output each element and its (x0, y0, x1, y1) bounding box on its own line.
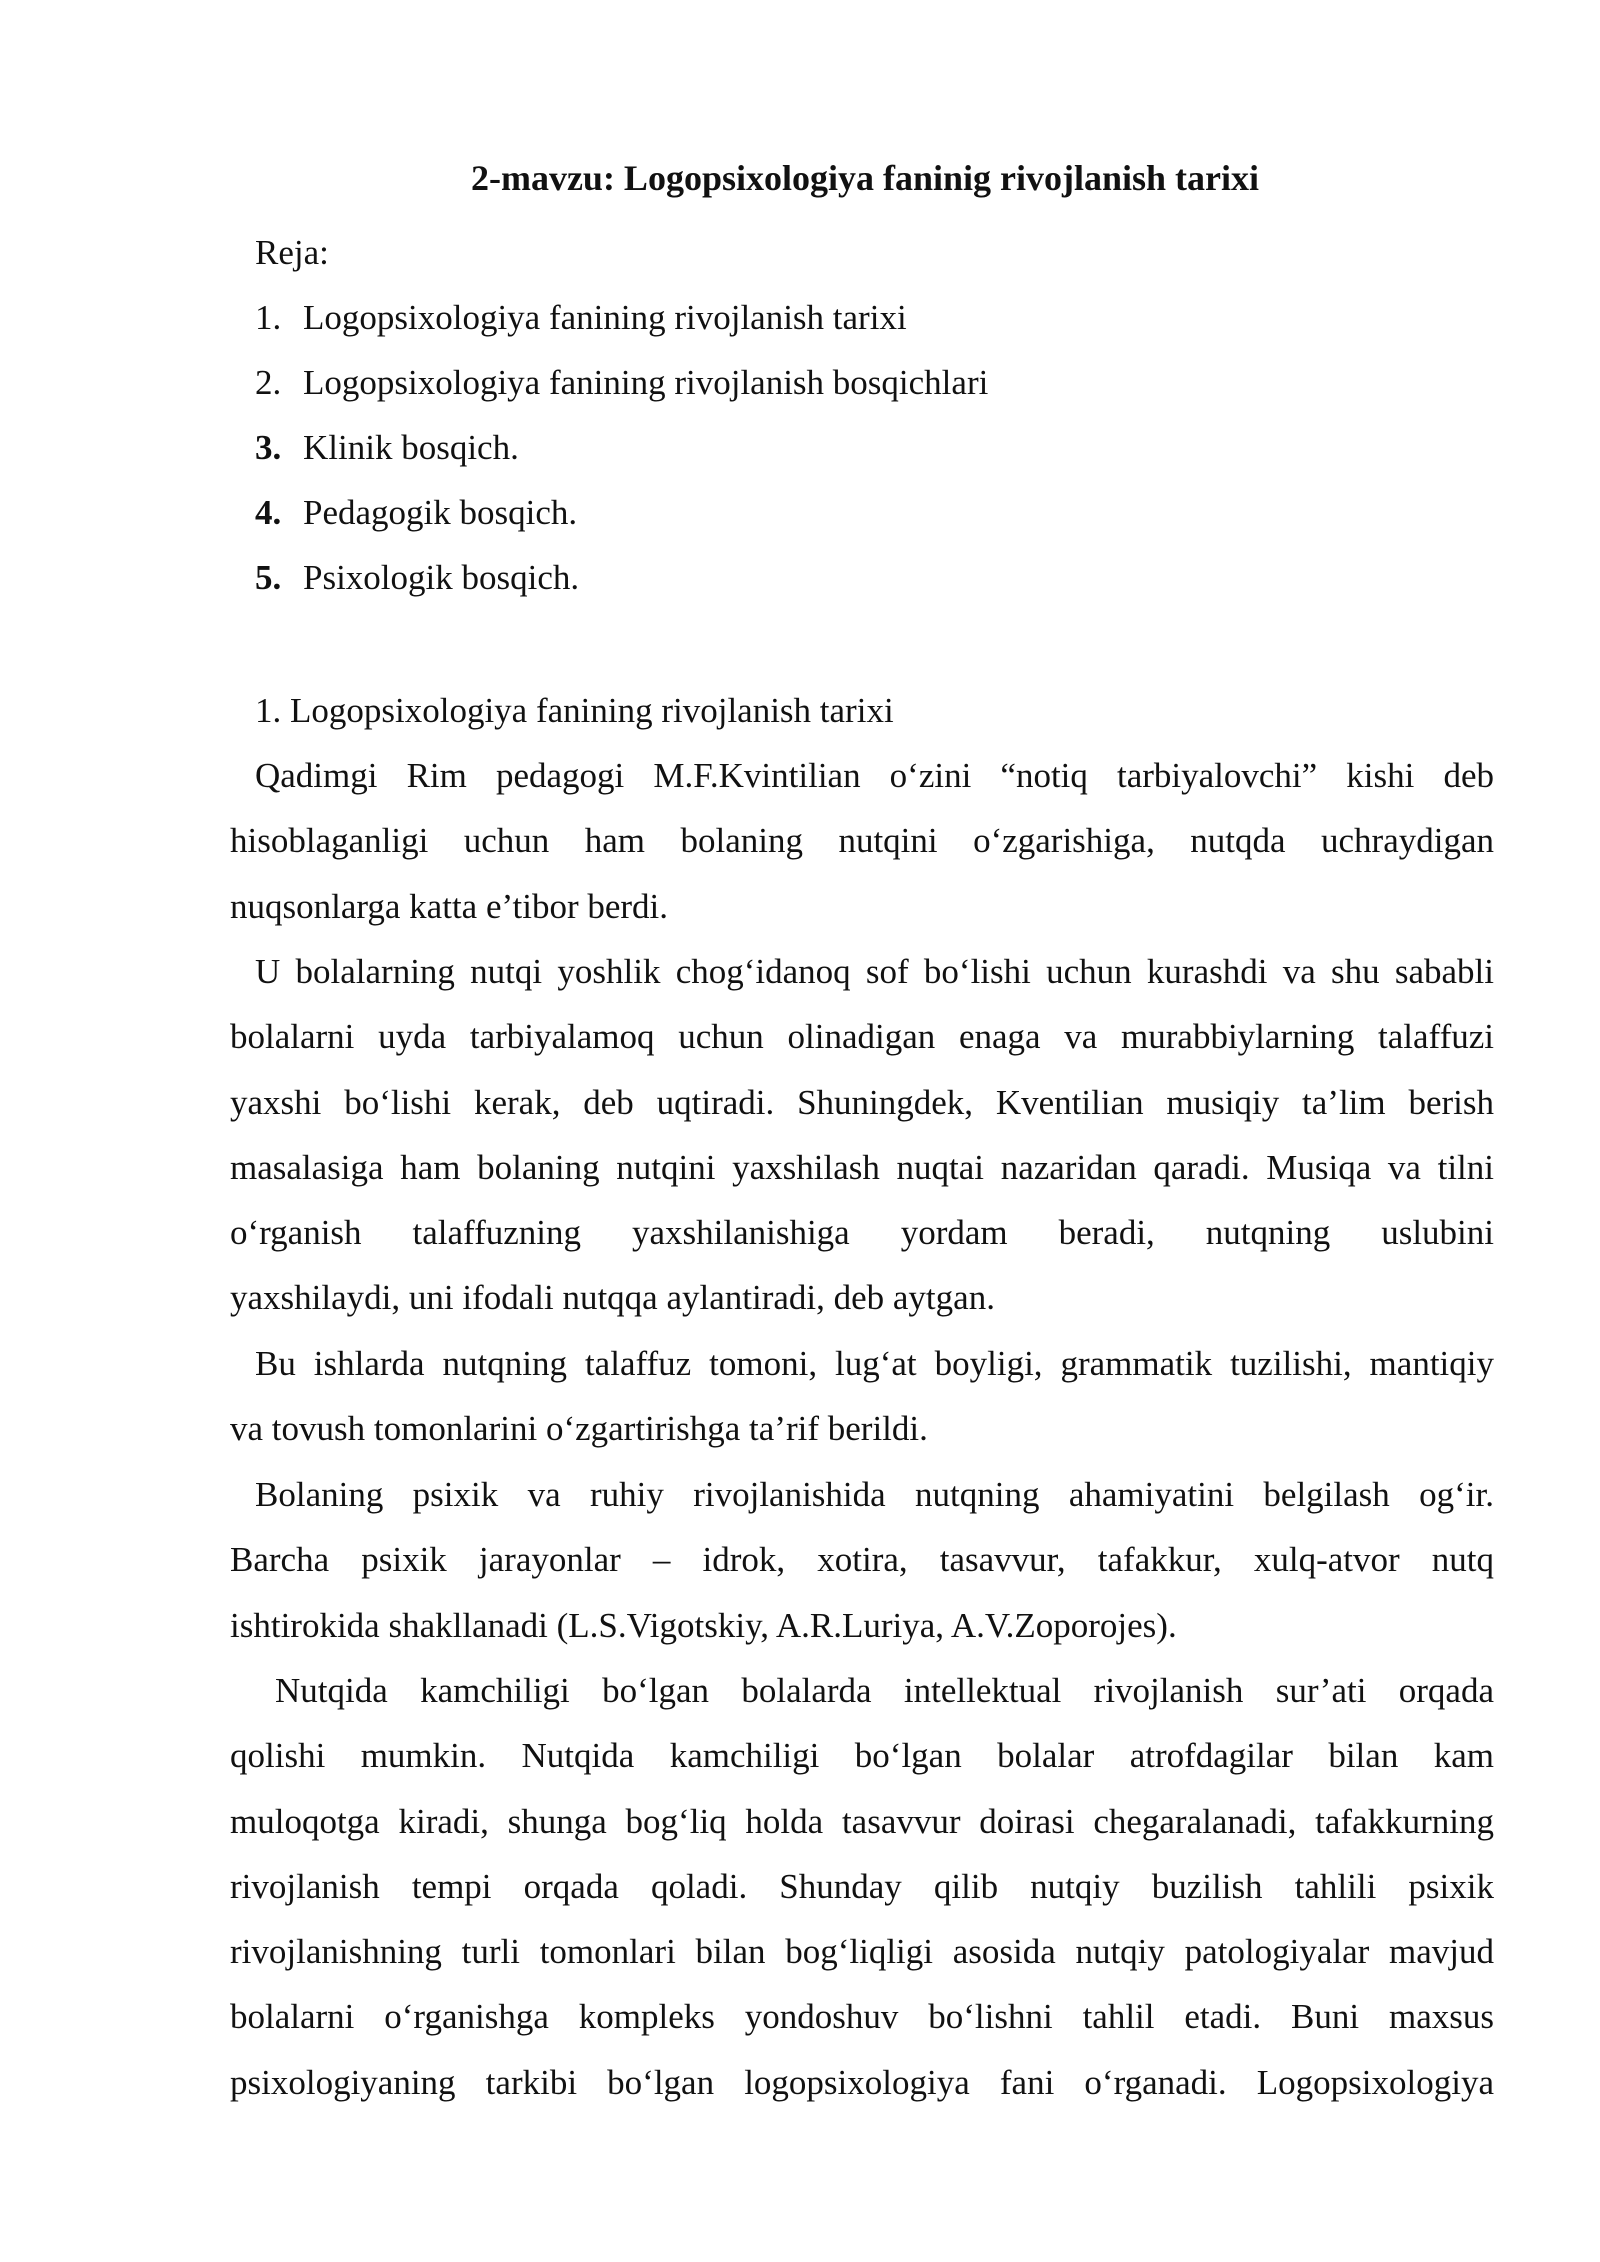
paragraph-line: Bu ishlarda nutqning talaffuz tomoni, lug‘at boyligi, grammatik tuzilishi, mantiqiy (255, 1344, 1494, 1383)
plan-item (255, 358, 988, 423)
body-paragraph (230, 939, 1494, 1331)
paragraph-line: qolishi mumkin. Nutqida kamchiligi bo‘lgan bolalar atrofdagilar bilan kam (230, 1736, 1494, 1776)
plan-item-number: 4. (255, 493, 282, 532)
paragraph-line: Barcha psixik jarayonlar – idrok, xotira, tasavvur, tafakkur, xulq-atvor nutq (230, 1540, 1494, 1580)
paragraph-line: U bolalarning nutqi yoshlik chog‘idanoq sof bo‘lishi uchun kurashdi va shu sababli (255, 952, 1494, 991)
paragraph-line: muloqotga kiradi, shunga bog‘liq holda tasavvur doirasi chegaralanadi, tafakkurning (230, 1801, 1494, 1841)
body-paragraph (230, 1462, 1494, 1658)
paragraph-line: va tovush tomonlarini o‘zgartirishga ta’rif berildi. (230, 1409, 928, 1449)
paragraph-line: hisoblaganligi uchun ham bolaning nutqini o‘zgarishiga, nutqda uchraydigan (230, 821, 1494, 861)
plan-item-text: Logopsixologiya fanining rivojlanish tarixi (303, 298, 907, 337)
plan-list (255, 293, 988, 618)
plan-label: Reja: (255, 233, 329, 272)
plan-item (255, 488, 988, 553)
paragraph-line: Qadimgi Rim pedagogi M.F.Kvintilian o‘zini “notiq tarbiyalovchi” kishi deb (255, 756, 1494, 795)
plan-item-text: Psixologik bosqich. (303, 558, 580, 597)
body-paragraph (230, 1331, 1494, 1462)
plan-item-text: Pedagogik bosqich. (303, 493, 578, 532)
paragraph-line: psixologiyaning tarkibi bo‘lgan logopsixologiya fani o‘rganadi. Logopsixologiya (230, 2062, 1494, 2102)
page-title: 2-mavzu: Logopsixologiya faninig rivojlanish tarixi (470, 158, 1260, 198)
plan-item (255, 293, 988, 358)
plan-item (255, 553, 988, 618)
paragraph-line: rivojlanish tempi orqada qoladi. Shunday qilib nutqiy buzilish tahlili psixik (230, 1866, 1494, 1906)
body-paragraph (230, 1658, 1494, 2115)
paragraph-line: yaxshilaydi, uni ifodali nutqqa aylantiradi, deb aytgan. (230, 1278, 995, 1318)
paragraph-line: Bolaning psixik va ruhiy rivojlanishida nutqning ahamiyatini belgilash og‘ir. (255, 1475, 1494, 1514)
plan-item-text: Klinik bosqich. (303, 428, 519, 467)
plan-item-number: 3. (255, 428, 282, 467)
plan-item-number: 1. (255, 298, 282, 337)
paragraph-line: bolalarni uyda tarbiyalamoq uchun olinadigan enaga va murabbiylarning talaffuzi (230, 1017, 1494, 1057)
paragraph-line: yaxshi bo‘lishi kerak, deb uqtiradi. Shuningdek, Kventilian musiqiy ta’lim berish (230, 1082, 1494, 1122)
body-paragraph (230, 743, 1494, 939)
paragraph-line: rivojlanishning turli tomonlari bilan bog‘liqligi asosida nutqiy patologiyalar mavjud (230, 1932, 1494, 1972)
paragraph-line: masalasiga ham bolaning nutqini yaxshilash nuqtai nazaridan qaradi. Musiqa va tilni (230, 1147, 1494, 1187)
paragraph-line: Nutqida kamchiligi bo‘lgan bolalarda intellektual rivojlanish sur’ati orqada (275, 1671, 1494, 1710)
plan-item-text: Logopsixologiya fanining rivojlanish bosqichlari (303, 363, 989, 402)
plan-item-number: 2. (255, 363, 282, 402)
paragraph-line: bolalarni o‘rganishga kompleks yondoshuv bo‘lishni tahlil etadi. Buni maxsus (230, 1997, 1494, 2037)
plan-item-number: 5. (255, 558, 282, 597)
plan-item (255, 423, 988, 488)
paragraph-line: ishtirokida shakllanadi (L.S.Vigotskiy, A.R.Luriya, A.V.Zoporojes). (230, 1605, 1177, 1645)
section-heading: 1. Logopsixologiya fanining rivojlanish tarixi (255, 691, 894, 730)
paragraph-line: nuqsonlarga katta e’tibor berdi. (230, 886, 669, 926)
paragraph-line: o‘rganish talaffuzning yaxshilanishiga yordam beradi, nutqning uslubini (230, 1213, 1494, 1253)
